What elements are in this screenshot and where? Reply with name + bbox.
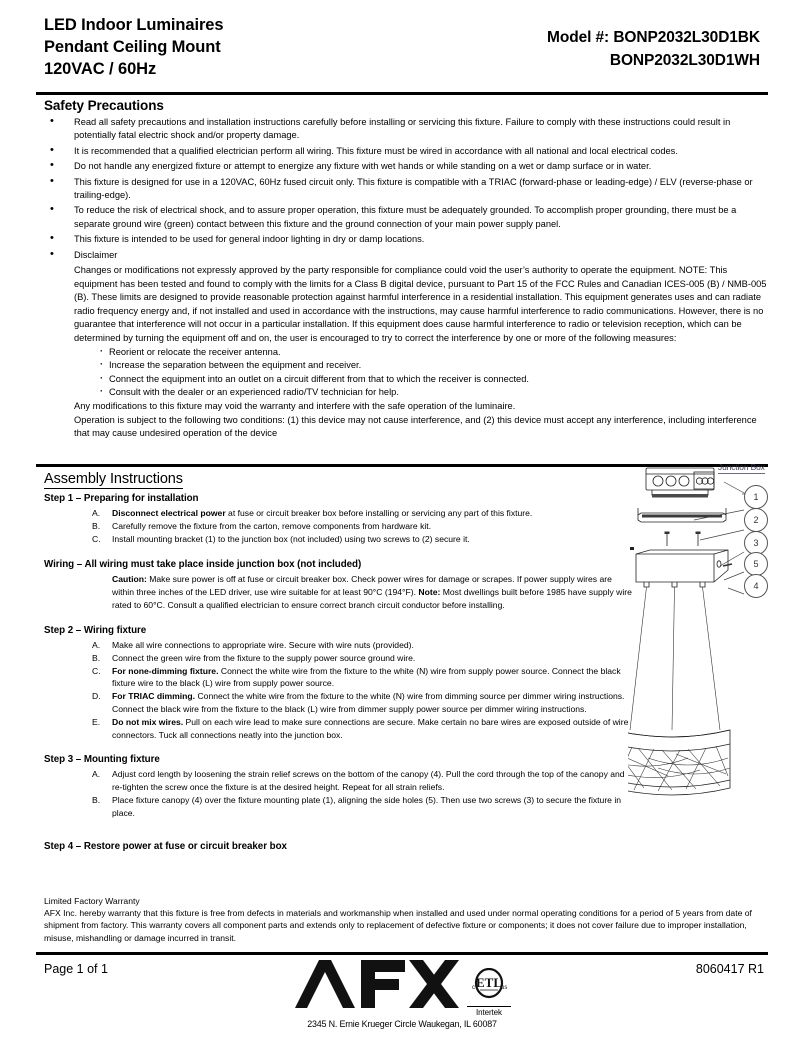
list-item: [36, 533, 632, 546]
warranty-heading: Limited Factory Warranty: [44, 896, 140, 906]
disclaimer-tail-paragraph: Any modifications to this fixture may void the warranty and interfere with the safe operation of the luminaire.: [74, 401, 516, 411]
list-item: · Connect the equipment into an outlet on a circuit different from that to which the receiver is connected.: [100, 373, 768, 387]
company-address: 2345 N. Ernie Krueger Circle Waukegan, IL 60087: [307, 1018, 497, 1030]
disclaimer-paragraph: Changes or modifications not expressly approved by the party responsible for compliance could void the user’s authority to operate the equipment. NOTE: This equipment has been tested and found to comply with the limits for a Class B digital device, pursuant to Part 15 of the FCC Rules and Canadian ICES-005 (B) / NMB-005 (B). These limits are designed to provide reasonable protection against harmful interference in a residential installation. This equipment generates uses and can radiate radio frequency energy and, if not installed and used in accordance with the instructions, may cause harmful interference to radio communications. However, there is no guarantee that interference will not occur in a particular installation. If this equipment does cause harmful interference to radio or television reception, which can be determined by turning the equipment off and on, the user is encouraged to try to correct the interference by one or more of the following measures:: [74, 265, 767, 344]
svg-text:c: c: [472, 985, 475, 991]
afx-logo: [293, 958, 461, 1010]
callout-2: 2: [744, 508, 768, 532]
note-label: Note:: [418, 586, 441, 597]
list-item-text: Carefully remove the fixture from the carton, remove components from hardware kit.: [112, 521, 432, 532]
list-item-text: Adjust cord length by loosening the strain relief screws on the bottom of the canopy (4). Pull the cord through the top of the canopy and re-tighten the screw once the fixture is at the desired height. Repeat for all strain reliefs.: [112, 769, 625, 792]
list-item-bold: Disconnect electrical power: [112, 508, 226, 518]
fcc-measures-list: [74, 346, 768, 400]
list-item: [36, 690, 632, 715]
list-item: • It is recommended that a qualified electrician perform all wiring. This fixture must be wired in accordance with all national and local electrical codes.: [36, 145, 768, 158]
list-item: • This fixture is intended to be used for general indoor lighting in dry or damp locations.: [36, 233, 768, 246]
document-header: [36, 14, 768, 88]
warranty-section: [44, 895, 760, 944]
etl-icon: [468, 968, 510, 1000]
footer-divider: [36, 952, 768, 955]
product-title-line3: 120VAC / 60Hz: [44, 60, 157, 78]
caution-label: Caution:: [112, 573, 147, 584]
list-item: · Increase the separation between the equipment and receiver.: [100, 359, 768, 373]
list-item: [36, 794, 632, 819]
list-marker: D.: [92, 691, 101, 702]
list-item-text: Connect the white wire from the fixture to the white (N) wire from dimming source per dimmer wiring instructions. Connect the black wire from the fixture to the black (L) wire from dimmer supply power source per dimmer wiring instructions.: [112, 691, 625, 714]
model-number-bk: Model #: BONP2032L30D1BK: [547, 29, 760, 46]
screws-graphic: [665, 532, 701, 547]
list-item: [36, 665, 632, 690]
list-item: • This fixture is designed for use in a 120VAC, 60Hz fused circuit only. This fixture is compatible with a TRIAC (forward-phase or leading-edge) / ELV (reverse-phase or trailing-edge).: [36, 176, 768, 203]
list-item: [36, 507, 632, 520]
list-item: [36, 652, 632, 665]
model-numbers: [547, 26, 760, 72]
suspension-cords: [630, 587, 720, 730]
list-marker: A.: [92, 508, 101, 518]
callout-3: 3: [744, 531, 768, 555]
etl-certification-mark: [467, 958, 511, 1017]
list-item: • Read all safety precautions and installation instructions carefully before installing or servicing this fixture. Failure to comply with these instructions could result in potentially fatal electric shock and/or property damage.: [36, 116, 768, 143]
list-item-text: Make all wire connections to appropriate wire. Secure with wire nuts (provided).: [112, 639, 414, 650]
disclaimer-tail: [36, 400, 768, 441]
wiring-heading: Wiring – All wiring must take place inside junction box (not included): [44, 558, 362, 570]
safety-bullet-list: [36, 116, 768, 262]
product-title-line1: LED Indoor Luminaires: [44, 16, 224, 34]
warranty-body: AFX Inc. hereby warranty that this fixture is free from defects in materials and workmanship when installed and used under normal operating conditions for a period of 5 years from date of shipment from factory. This warranty covers all component parts and extends only to replacement of defective fixture or components; it does not cover failure due to improper installation, misuse, mishandling or damage incurred in transit.: [44, 908, 752, 943]
wiring-caution: [36, 573, 632, 612]
list-item: • To reduce the risk of electrical shock, and to assure proper operation, this fixture must be adequately grounded. To accomplish proper grounding, there must be a separate ground wire (green) contact between this fixture and the ground connection of your main power supply panel.: [36, 204, 768, 231]
disclaimer-body: [36, 264, 768, 400]
step-3-heading: Step 3 – Mounting fixture: [44, 754, 160, 766]
list-item-text: Connect the white wire from the fixture to the white (N) wire from supply power source. Connect the black fixture wire to the black (L) wire from supply power source.: [112, 665, 621, 689]
junction-box-graphic: [646, 468, 714, 498]
assembly-heading: Assembly Instructions: [44, 471, 183, 487]
list-marker: A.: [92, 769, 101, 780]
document-number: 8060417 R1: [695, 962, 764, 976]
list-item: [36, 639, 632, 652]
callout-5: 5: [744, 552, 768, 576]
svg-text:ETL: ETL: [475, 975, 503, 990]
list-item: · Reorient or relocate the receiver antenna.: [100, 346, 768, 360]
step-3-list: [36, 768, 632, 819]
list-marker: E.: [92, 717, 101, 728]
callout-4: 4: [744, 574, 768, 598]
etl-label: Intertek: [467, 1006, 511, 1017]
list-item-disclaimer: • Disclaimer: [36, 249, 768, 262]
list-marker: B.: [92, 521, 101, 532]
list-item-text: Pull on each wire lead to make sure connections are secure. Make certain no bare wires are exposed outside of wire connectors. Tuck all connections neatly into the junction box.: [112, 717, 629, 740]
list-item-text: Connect the green wire from the fixture to the supply power source ground wire.: [112, 652, 416, 663]
brand-block: [232, 958, 572, 1030]
step-4-heading: Step 4 – Restore power at fuse or circuit breaker box: [44, 841, 287, 853]
caution-text: Make sure power is off at fuse or circuit breaker box. Check power wires for damage or scrapes. If power supply wires are within three inches of the LED driver, use wire suitable for at least 90°C (194°F).: [112, 573, 612, 597]
model-number-wh: BONP2032L30D1WH: [609, 52, 760, 69]
list-item-text: Place fixture canopy (4) over the fixture mounting plate (1), aligning the side holes (5). Then use two screws (3) to secure the fixture in place.: [112, 794, 622, 818]
list-marker: A.: [92, 639, 101, 650]
step-2-heading: Step 2 – Wiring fixture: [44, 624, 147, 636]
list-marker: B.: [92, 652, 101, 663]
step-1-heading: Step 1 – Preparing for installation: [44, 493, 199, 504]
step-1-list: [36, 507, 632, 546]
canopy-graphic: [636, 550, 732, 587]
disclaimer-tail-paragraph: Operation is subject to the following two conditions: (1) this device may not cause interference, and (2) this device must accept any interference, including interference that may cause undesired operation of the device: [74, 414, 757, 439]
lattice-pattern: [628, 746, 730, 791]
safety-precautions-section: [36, 98, 768, 441]
svg-text:us: us: [501, 985, 508, 991]
product-title: [44, 14, 223, 80]
document-footer: [36, 958, 768, 1028]
page-number: Page 1 of 1: [44, 962, 108, 976]
list-item-text: at fuse or circuit breaker box before installing or servicing any part of this fixture.: [225, 508, 533, 518]
list-item: [36, 768, 632, 793]
list-item: [36, 716, 632, 741]
callout-1: 1: [744, 485, 768, 509]
safety-heading: Safety Precautions: [44, 98, 164, 113]
note-text: Most dwellings built before 1985 have supply wire rated to 60°C. Consult a qualified electrician to ensure correct branch circuit conductor before installing.: [112, 586, 632, 610]
list-marker: B.: [92, 794, 101, 805]
list-item: · Consult with the dealer or an experienced radio/TV technician for help.: [100, 386, 768, 400]
list-item-bold: Do not mix wires.: [112, 717, 184, 728]
list-item-bold: For TRIAC dimming.: [112, 691, 196, 702]
list-item-text: Install mounting bracket (1) to the junction box (not included) using two screws to (2) secure it.: [112, 534, 470, 545]
caution-paragraph: [112, 573, 632, 612]
list-item-bold: For none-dimming fixture.: [112, 665, 219, 676]
header-divider: [36, 92, 768, 95]
list-item: • Do not handle any energized fixture or attempt to energize any fixture with wet hands or while standing on a wet or damp surface or in water.: [36, 160, 768, 173]
list-marker: C.: [92, 665, 101, 676]
afx-logo-svg: [293, 958, 461, 1010]
assembly-instructions-section: [36, 470, 632, 855]
drum-shade-graphic: [628, 730, 730, 795]
assembly-diagram: [628, 458, 802, 878]
junction-box-label: Junction Box: [718, 462, 765, 472]
dimension-tick: [630, 547, 634, 550]
list-item: [36, 520, 632, 533]
step-2-list: [36, 639, 632, 742]
mounting-plate-graphic: [638, 508, 726, 522]
product-title-line2: Pendant Ceiling Mount: [44, 38, 221, 56]
list-marker: C.: [92, 534, 101, 545]
